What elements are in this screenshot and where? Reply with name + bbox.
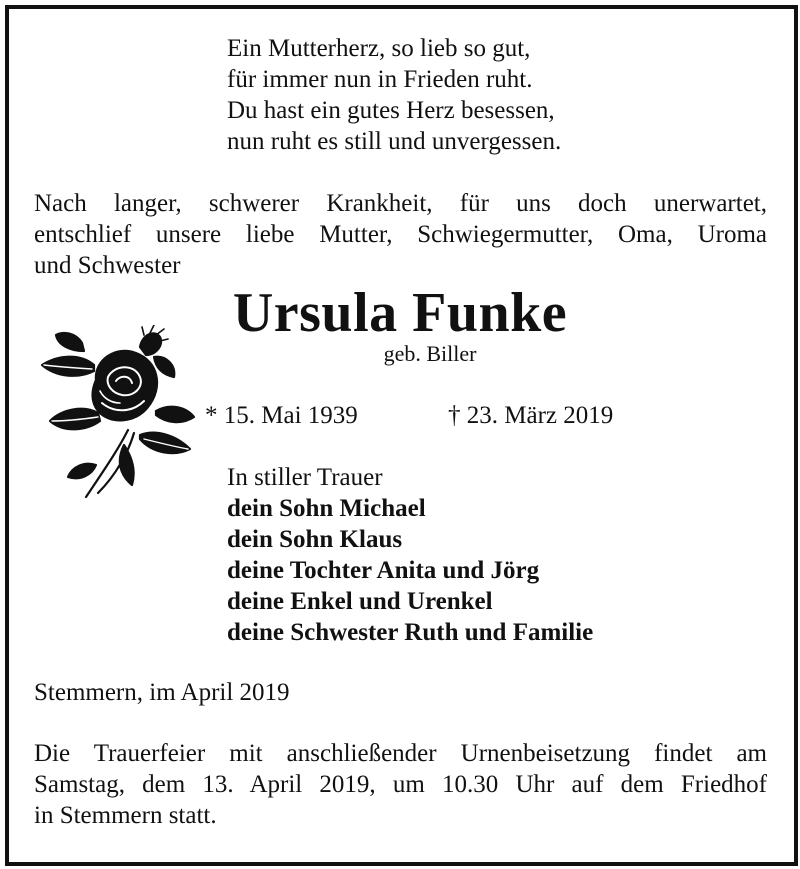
- mourner-name: dein Sohn Klaus: [227, 526, 403, 553]
- mourner-name: dein Sohn Michael: [227, 495, 426, 522]
- deceased-name: Ursula Funke: [232, 282, 568, 344]
- mourners-heading: In stiller Trauer: [227, 464, 383, 491]
- poem-line: Ein Mutterherz, so lieb so gut,: [227, 35, 531, 62]
- funeral-line: Samstag, dem 13. April 2019, um 10.30 Uhr auf dem Friedhof: [34, 771, 767, 798]
- poem-line: Du hast ein gutes Herz besessen,: [227, 97, 555, 124]
- birth-date: * 15. Mai 1939: [205, 402, 358, 429]
- funeral-line: in Stemmern statt.: [34, 802, 217, 829]
- mourner-name: deine Enkel und Urenkel: [227, 588, 493, 615]
- intro-text: [34, 188, 767, 281]
- death-date: † 23. März 2019: [448, 402, 614, 429]
- place-date: Stemmern, im April 2019: [34, 679, 290, 706]
- poem-line: für immer nun in Frieden ruht.: [227, 66, 533, 93]
- poem-line: nun ruht es still und unvergessen.: [227, 128, 562, 155]
- intro-line: Nach langer, schwerer Krankheit, für uns doch unerwartet,: [34, 190, 767, 217]
- funeral-line: Die Trauerfeier mit anschließender Urnenbeisetzung findet am: [34, 740, 767, 767]
- funeral-info: [34, 738, 767, 831]
- poem: [227, 33, 561, 157]
- rose-icon: [36, 325, 196, 500]
- intro-line: und Schwester: [34, 252, 181, 279]
- mourner-name: deine Schwester Ruth und Familie: [227, 619, 594, 646]
- mourners-block: [227, 462, 593, 648]
- mourner-name: deine Tochter Anita und Jörg: [227, 557, 540, 584]
- birth-name: geb. Biller: [383, 341, 477, 366]
- intro-line: entschlief unsere liebe Mutter, Schwiegermutter, Oma, Uroma: [34, 221, 767, 248]
